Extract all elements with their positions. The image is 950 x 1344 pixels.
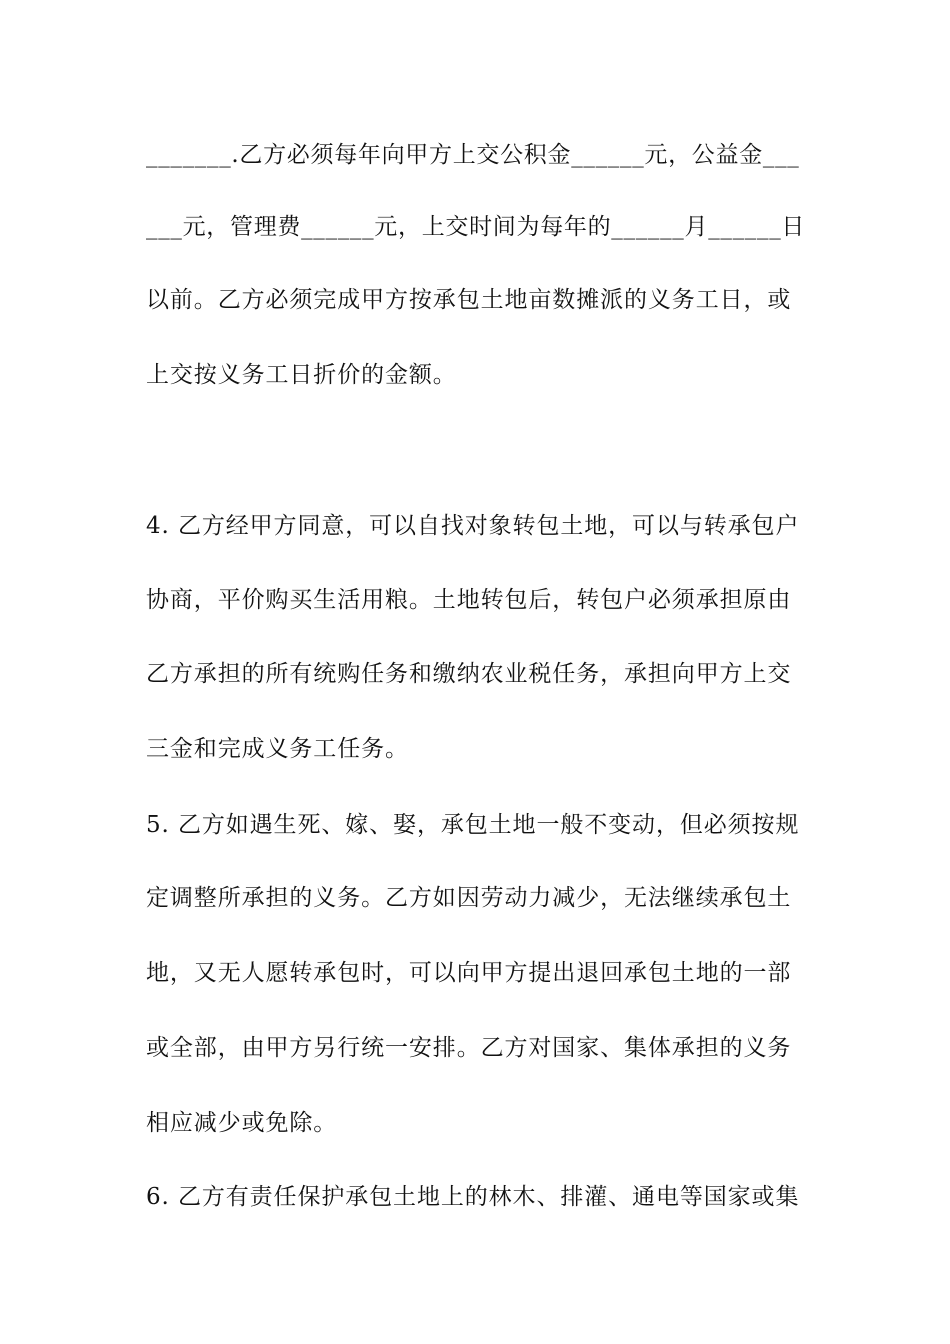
text-line: 乙方承担的所有统购任务和缴纳农业税任务，承担向甲方上交 <box>146 661 792 687</box>
text-line: 6. 乙方有责任保护承包土地上的林木、排灌、通电等国家或集 <box>146 1184 800 1210</box>
text-line: 以前。乙方必须完成甲方按承包土地亩数摊派的义务工日，或 <box>146 287 792 313</box>
text-line: _______.乙方必须每年向甲方上交公积金______元，公益金___ <box>146 142 800 168</box>
text-line: 上交按义务工日折价的金额。 <box>146 362 457 388</box>
text-line: 4. 乙方经甲方同意，可以自找对象转包土地，可以与转承包户 <box>146 513 800 539</box>
text-line: 协商，平价购买生活用粮。土地转包后，转包户必须承担原由 <box>146 587 792 613</box>
text-line: 三金和完成义务工任务。 <box>146 736 409 762</box>
text-line: 5. 乙方如遇生死、嫁、娶，承包土地一般不变动，但必须按规 <box>146 812 800 838</box>
text-line: 相应减少或免除。 <box>146 1110 338 1136</box>
text-line: 地，又无人愿转承包时，可以向甲方提出退回承包土地的一部 <box>146 960 792 986</box>
text-line: 定调整所承担的义务。乙方如因劳动力减少，无法继续承包土 <box>146 885 792 911</box>
text-line: 或全部，由甲方另行统一安排。乙方对国家、集体承担的义务 <box>146 1035 792 1061</box>
text-line: ___元，管理费______元，上交时间为每年的______月______日 <box>146 214 806 240</box>
